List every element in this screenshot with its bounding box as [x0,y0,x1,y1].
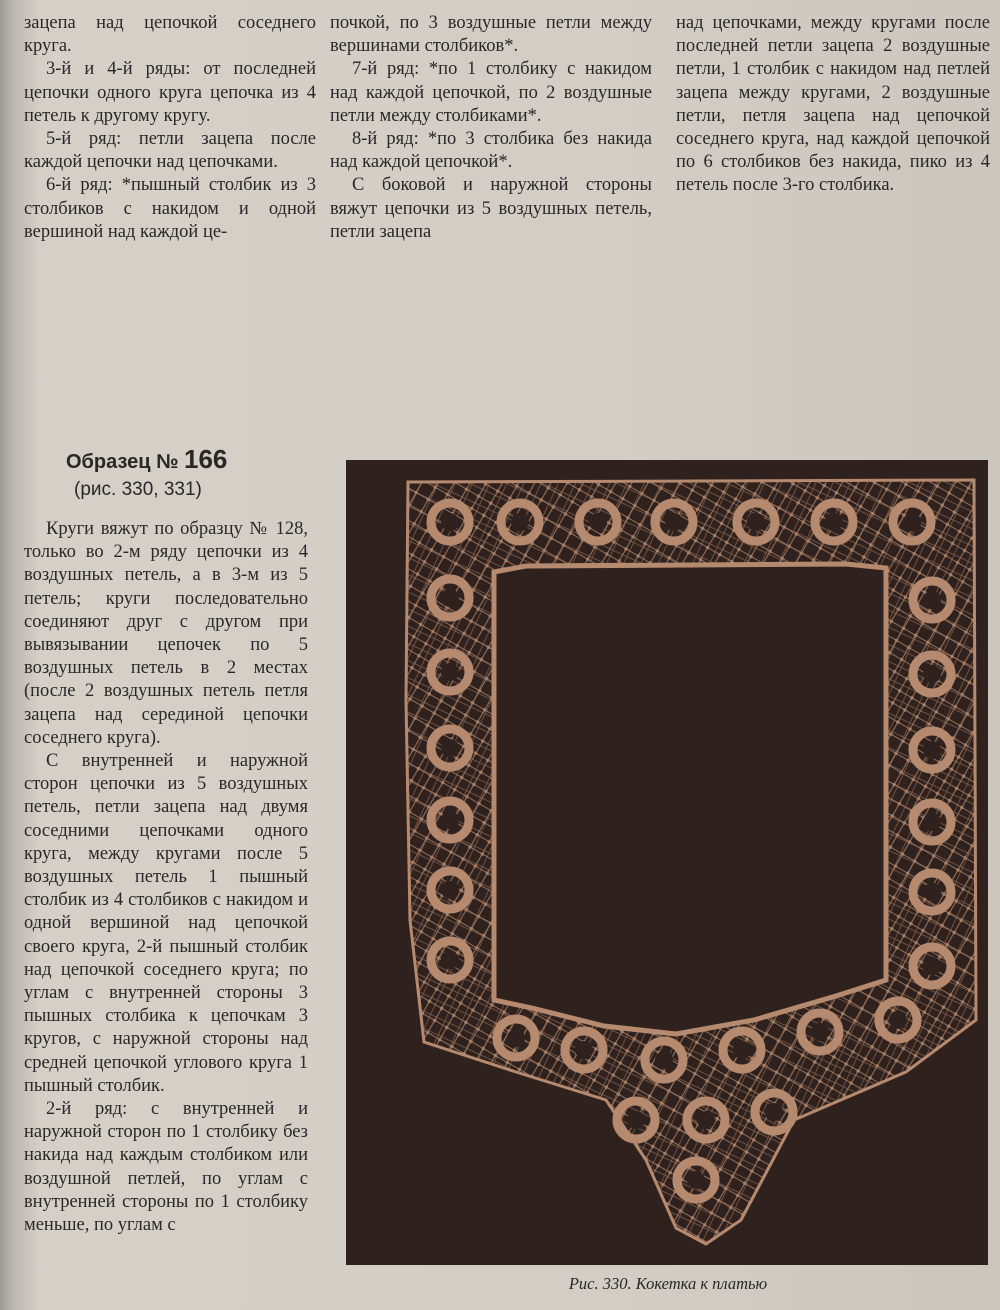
paragraph: С боковой и наружной стороны вяжут цепочки из 5 воздушных петель, петли зацепа [330,175,652,242]
lace-ring-center [765,1103,783,1121]
paragraph: Круги вяжут по образцу № 128, только во 2-м ряду цепочки из 4 воздушных петель, а в 3-м из 5 петель; круги последовательно соединяют друг с другом при вывязывании цепочек по 5 воздушных петель в 2 местах (после 2 воздушных петель петля зацепа над серединой цепочки соседнего круга). [24,519,308,748]
paragraph: 5-й ряд: петли зацепа после каждой цепочки над цепочками. [24,129,316,173]
paragraph: С внутренней и наружной сторон цепочки из 5 воздушных петель, петли зацепа над двумя соседними цепочками одного круга, между кругами после 5 воздушных петель 1 пышный столбик из 4 столбиков с накидом и одной вершиной над цепочкой своего круга, 2-й пышный столбик над цепочкой соседнего круга; по углам с внутренней стороны 3 пышных столбика к цепочкам 3 кругов, с наружной стороны над средней цепочкой углового круга 1 пышный столбик. [24,751,308,1096]
lace-ring-center [747,513,765,531]
text-column-bottom-left [24,518,308,1237]
pattern-heading [66,442,326,501]
lace-ring-center [697,1111,715,1129]
text-column-top-middle [330,12,652,244]
lace-ring-center [923,591,941,609]
lace-ring-center [923,957,941,975]
pattern-title-prefix: Образец № [66,451,179,473]
lace-ring-center [889,1011,907,1029]
pattern-title [66,442,326,479]
lace-ring-center [441,881,459,899]
lace-ring-center [733,1041,751,1059]
lace-ring-center [441,589,459,607]
paragraph: почкой, по 3 воздушные петли между вершинами столбиков*. [330,13,652,57]
lace-ring-center [507,1029,525,1047]
lace-ring-center [441,951,459,969]
lace-ring-center [903,513,921,531]
lace-ring-center [825,513,843,531]
lace-ring-center [441,513,459,531]
paragraph: 3-й и 4-й ряды: от последней цепочки одного круга цепочка из 4 петель к другому кругу. [24,59,316,126]
text-column-top-right [676,12,990,198]
lace-yoke-photo [346,460,988,1265]
paragraph: над цепочками, между кругами после последней петли зацепа 2 воздушные петли, 1 столбик с накидом над петлей зацепа между кругами, 2 воздушные петли, петля зацепа над цепочкой соседнего круга, над каждой цепочкой по 6 столбиков без накида, пико из 4 петель после 3-го столбика. [676,13,990,196]
paragraph: 2-й ряд: с внутренней и наружной сторон по 1 столбику без накида над каждым столбиком или воздушной петлей, по углам с внутренней стороны по 1 столбику меньше, по углам с [24,1099,308,1236]
lace-ring-center [923,813,941,831]
lace-ring-center [511,513,529,531]
lace-ring-center [687,1171,705,1189]
paragraph: 8-й ряд: *по 3 столбика без накида над каждой цепочкой*. [330,129,652,173]
pattern-figure-reference: (рис. 330, 331) [74,479,202,500]
lace-ring-center [923,741,941,759]
lace-yoke-illustration [346,460,988,1265]
lace-ring-center [441,811,459,829]
paragraph: 6-й ряд: *пышный столбик из 3 столбиков с накидом и одной вершиной над каждой це- [24,175,316,242]
paragraph: зацепа над цепочкой соседнего круга. [24,13,316,57]
lace-ring-center [575,1041,593,1059]
pattern-number: 166 [184,444,228,474]
lace-ring-center [923,665,941,683]
lace-ring-center [627,1111,645,1129]
text-column-top-left [24,12,316,244]
lace-ring-center [811,1023,829,1041]
lace-ring-center [441,663,459,681]
lace-ring-center [655,1051,673,1069]
lace-ring-center [923,883,941,901]
lace-inner-edge [494,564,886,1034]
paragraph: 7-й ряд: *по 1 столбику с накидом над каждой цепочкой, по 2 воздушные петли между столбиками*. [330,59,652,126]
lace-ring-center [441,739,459,757]
figure-caption: Рис. 330. Кокетка к платью [568,1274,768,1293]
lace-ring-center [589,513,607,531]
lace-ring-center [665,513,683,531]
